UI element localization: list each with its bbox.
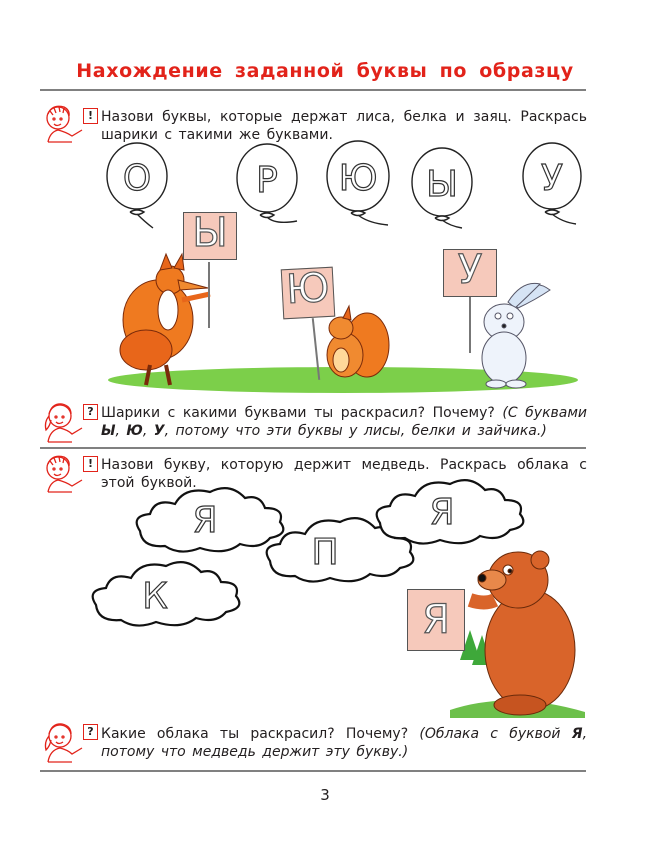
question-badge-icon: ? (83, 404, 98, 420)
fox-sign-pole (208, 262, 210, 328)
svg-text:Ы: Ы (426, 164, 458, 205)
svg-text:Я: Я (192, 500, 218, 541)
task1-icon-group (42, 102, 98, 154)
exclamation-badge-icon: ! (83, 108, 98, 124)
task2-question: Шарики с какими буквами ты раскрасил? Почему? (С буквами Ы, Ю, У, потому что эти буквы у лисы, белки и зайчика.) (101, 405, 588, 439)
question-badge-icon: ? (83, 724, 98, 740)
task2-icon-group (42, 400, 98, 452)
fox-illustration (108, 240, 228, 390)
page-number: 3 (320, 786, 330, 804)
task4-icon-group (42, 720, 98, 772)
squirrel-sign: Ю (281, 267, 336, 320)
svg-text:Р: Р (256, 160, 278, 201)
task3-instruction: Назови букву, которую держит медведь. Раскрась облака с этой буквой. (101, 457, 587, 491)
bear-sign: Я (407, 589, 465, 651)
divider (40, 89, 586, 91)
fox-sign: Ы (183, 212, 237, 260)
divider (40, 447, 586, 449)
page-title: Нахождение заданной буквы по образцу (76, 60, 574, 82)
balloons-row (100, 140, 590, 230)
exclamation-badge-icon: ! (83, 456, 98, 472)
svg-text:П: П (311, 532, 339, 573)
svg-text:Я: Я (429, 492, 455, 533)
svg-text:К: К (142, 576, 168, 617)
svg-text:У: У (541, 158, 563, 199)
divider (40, 770, 586, 772)
hare-sign: У (443, 249, 497, 297)
hare-sign-pole (469, 295, 471, 353)
task1-instruction: Назови буквы, которые держат лиса, белка и заяц. Раскрась шарики с такими же буквами. (101, 109, 587, 143)
svg-text:О: О (122, 158, 152, 199)
svg-text:Ю: Ю (338, 158, 378, 199)
task4-question: Какие облака ты раскрасил? Почему? (Облака с буквой Я, потому что медведь держит эту букву.) (101, 726, 588, 760)
